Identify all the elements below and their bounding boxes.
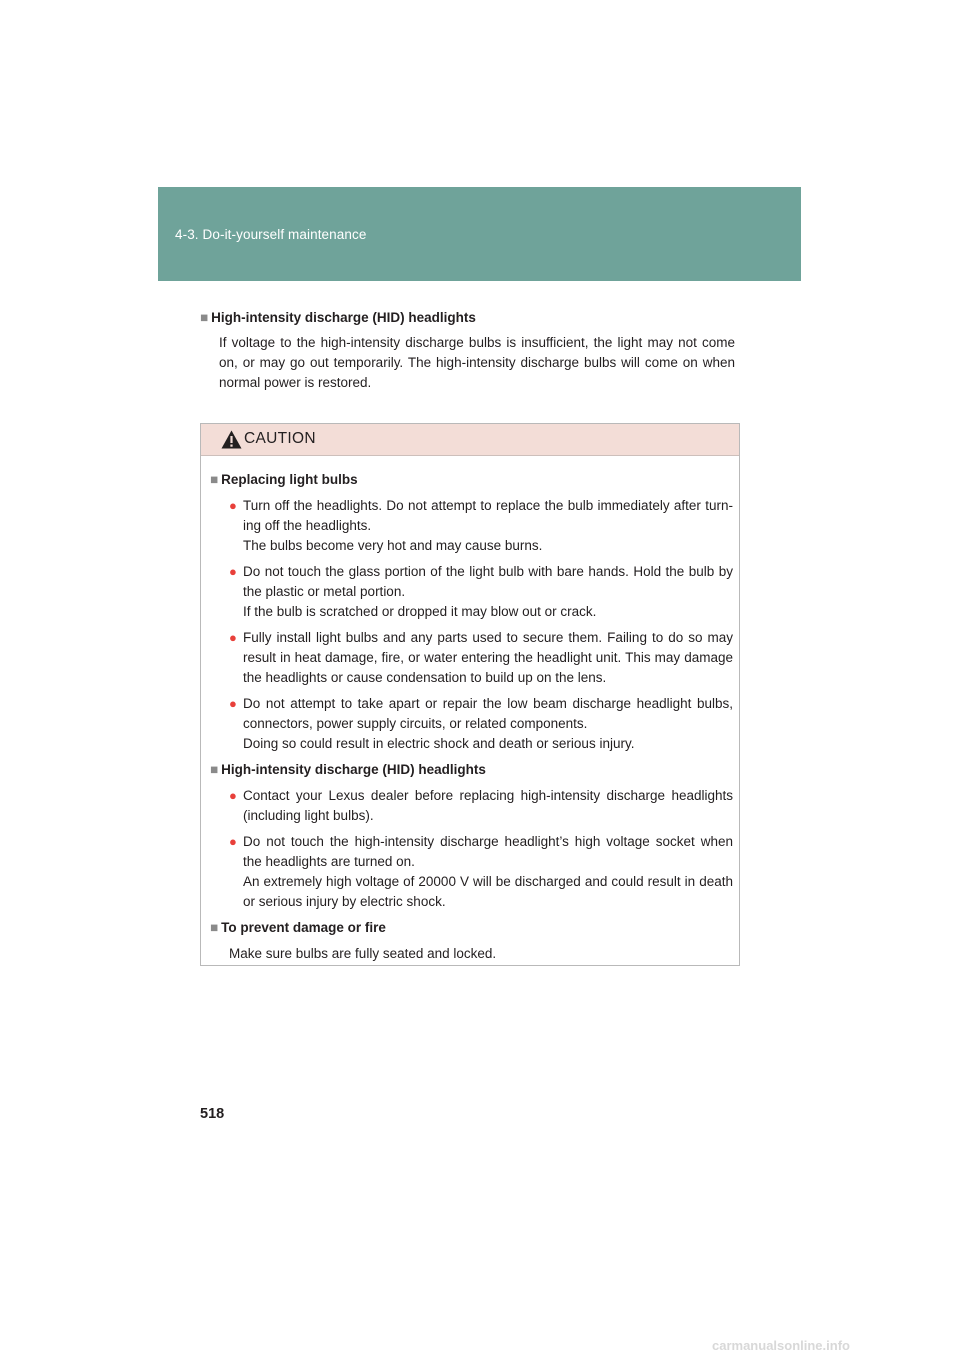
bullet-icon: ● <box>229 834 237 849</box>
page-number: 518 <box>200 1106 225 1122</box>
bullet-icon: ● <box>229 498 237 513</box>
square-marker-icon: ■ <box>210 762 219 777</box>
caution-heading-hid: ■ High-intensity discharge (HID) headlights <box>210 762 486 777</box>
bullet-icon: ● <box>229 564 237 579</box>
list-item: ● Contact your Lexus dealer before replacing high-intensity discharge headlights (including light bulbs). <box>229 786 733 826</box>
caution-heading-replacing: ■ Replacing light bulbs <box>210 472 358 487</box>
list-item: ● Do not attempt to take apart or repair the low beam discharge headlight bulbs, connectors, power supply circuits, or related components. Doing so could result in electric shock and death or serious injury. <box>229 694 733 754</box>
caution-fire-text: Make sure bulbs are fully seated and locked. <box>229 946 497 961</box>
bullet-icon: ● <box>229 788 237 803</box>
caution-body <box>201 456 739 964</box>
section-header-band <box>158 187 801 281</box>
footer-watermark: carmanualsonline.info <box>712 1338 850 1353</box>
square-marker-icon: ■ <box>200 310 209 325</box>
caution-label: CAUTION <box>244 430 316 447</box>
list-item: ● Turn off the headlights. Do not attempt to replace the bulb immediately after turn-ing off the headlights. The bulbs become very hot and may cause burns. <box>229 496 733 556</box>
intro-paragraph: If voltage to the high-intensity discharge bulbs is insufficient, the light may not come on, or may go out temporarily. The high-intensity discharge bulbs will come on when normal power is restored. <box>219 335 735 390</box>
list-item: ● Do not touch the high-intensity discharge headlight’s high voltage socket when the headlights are turned on. An extremely high voltage of 20000 V will be discharged and could result in death or serious injury by electric shock. <box>229 832 733 912</box>
caution-box <box>200 423 740 966</box>
intro-section <box>200 308 735 393</box>
warning-triangle-icon <box>221 430 242 449</box>
square-marker-icon: ■ <box>210 920 219 935</box>
bullet-icon: ● <box>229 630 237 645</box>
list-item: ● Fully install light bulbs and any parts used to secure them. Failing to do so may result in heat damage, fire, or water entering the headlight unit. This may damage the headlights or cause condensation to build up on the lens. <box>229 628 733 688</box>
caution-header <box>201 424 739 456</box>
bullet-icon: ● <box>229 696 237 711</box>
list-item: ● Do not touch the glass portion of the light bulb with bare hands. Hold the bulb by the plastic or metal portion. If the bulb is scratched or dropped it may blow out or crack. <box>229 562 733 622</box>
section-title: 4-3. Do-it-yourself maintenance <box>175 227 367 242</box>
caution-heading-fire: ■ To prevent damage or fire <box>210 920 386 935</box>
intro-heading: ■ High-intensity discharge (HID) headlights <box>200 310 476 325</box>
square-marker-icon: ■ <box>210 472 219 487</box>
